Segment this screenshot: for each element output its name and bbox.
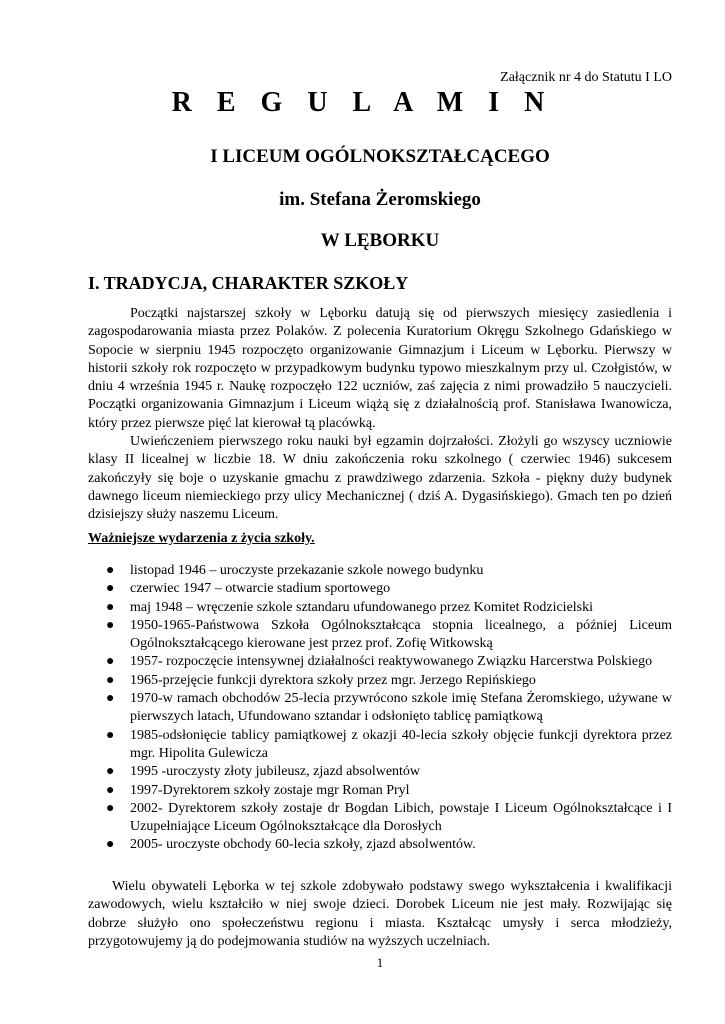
list-item: [106, 672, 672, 690]
list-item-text: 2005- uroczyste obchody 60-lecia szkoły, zjazd absolwentów.: [130, 837, 476, 853]
list-item-text: 2002- Dyrektorem szkoły zostaje dr Bogdan Libich, powstaje I Liceum Ogólnokształcące i I Uzupełniające Liceum Ogólnokształcące dla Dorosłych: [130, 800, 672, 835]
list-item: [106, 617, 672, 654]
bullet-icon: ●: [106, 617, 115, 633]
list-item: [106, 836, 672, 854]
list-item-text: czerwiec 1947 – otwarcie stadium sportowego: [130, 581, 391, 597]
bullet-icon: ●: [106, 672, 115, 688]
bullet-icon: ●: [106, 654, 115, 670]
bullet-icon: ●: [106, 837, 115, 853]
page-number: 1: [376, 955, 384, 970]
bullet-icon: ●: [106, 581, 115, 597]
paragraph: Początki najstarszej szkoły w Lęborku datują się od pierwszych miesięcy zasiedlenia i zagospodarowania miasta przez Polaków. Z polecenia Kuratorium Okręgu Szkolnego Gdańskiego w Sopocie w sierpniu 1945 rozpoczęto organizowanie Gimnazjum i Liceum w Lęborku. Pierwszy w historii szkoły rok rozpoczęto w przypadkowym budynku typowo mieszkalnym przy ul. Czołgistów, w dniu 4 września 1945 r. Naukę rozpoczęło 122 uczniów, zaś zajęcia z nimi prowadziło 5 nauczycieli. Początki organizowania Gimnazjum i Liceum wiążą się z działalnością prof. Stanisława Iwanowicza, który przez pierwsze pięć lat kierował tą placówką.: [88, 306, 672, 431]
attachment-note: Załącznik nr 4 do Statutu I LO: [500, 70, 672, 85]
list-item: [106, 800, 672, 837]
list-item: [106, 562, 672, 580]
list-item-text: 1995 -uroczysty złoty jubileusz, zjazd absolwentów: [130, 764, 421, 780]
list-item-text: 1970-w ramach obchodów 25-lecia przywrócono szkole imię Stefana Żeromskiego, używane w pierwszych latach, Ufundowano sztandar i odsłonięto tablicę pamiątkową: [130, 691, 672, 725]
list-item: [106, 727, 672, 764]
list-item-text: 1997-Dyrektorem szkoły zostaje mgr Roman Pryl: [130, 782, 410, 798]
list-item-text: listopad 1946 – uroczyste przekazanie szkole nowego budynku: [130, 563, 484, 578]
events-list: [106, 562, 672, 855]
list-item: [106, 763, 672, 781]
document-title: R E G U L A M I N: [171, 87, 554, 118]
closing-paragraph: Wielu obywateli Lęborka w tej szkole zdobywało podstawy swego wykształcenia i kwalifikacji zawodowych, wielu kształciło w niej swoje dzieci. Dorobek Liceum nie jest mały. Rozwijając się dobrze służyło ono społeczeństwu regionu i miasta. Kształcąc umysły i serca młodzieży, przygotowujemy ją do podejmowania studiów na wyższych uczelniach.: [88, 879, 672, 949]
bullet-icon: ●: [106, 691, 115, 707]
list-item: [106, 599, 672, 617]
list-item: [106, 690, 672, 727]
section-heading: I. TRADYCJA, CHARAKTER SZKOŁY: [88, 273, 409, 293]
paragraph: Uwieńczeniem pierwszego roku nauki był egzamin dojrzałości. Złożyli go wszyscy uczniowie klasy II licealnej w liczbie 18. W dniu zakończenia roku szkolnego ( czerwiec 1946) sukcesem zakończyły się boje o uzyskanie gmachu z prawdziwego zdarzenia. Szkoła - piękny duży budynek dawnego liceum niemieckiego przy ulicy Mechanicznej ( dziś A. Dygasińskiego). Gmach ten po dzień dzisiejszy służy naszemu Liceum.: [88, 434, 672, 523]
bullet-icon: ●: [106, 563, 115, 578]
list-item-text: maj 1948 – wręczenie szkole sztandaru ufundowanego przez Komitet Rodzicielski: [130, 599, 594, 615]
school-location: W LĘBORKU: [320, 230, 440, 251]
list-item-text: 1957- rozpoczęcie intensywnej działalności reaktywowanego Związku Harcerstwa Polskiego: [130, 654, 653, 670]
bullet-icon: ●: [106, 727, 115, 743]
bullet-icon: ●: [106, 599, 115, 615]
school-patron: im. Stefana Żeromskiego: [279, 189, 481, 210]
list-item-text: 1950-1965-Państwowa Szkoła Ogólnokształcąca stopnia licealnego, a później Liceum Ogólnokształcącego kierowane jest przez prof. Zofię Witkowską: [130, 617, 672, 652]
list-item-text: 1985-odsłonięcie tablicy pamiątkowej z okazji 40-lecia szkoły objęcie funkcji dyrektora przez mgr. Hipolita Gulewicza: [130, 727, 672, 761]
bullet-icon: ●: [106, 782, 115, 798]
school-name: I LICEUM OGÓLNOKSZTAŁCĄCEGO: [210, 146, 550, 167]
bullet-icon: ●: [106, 800, 115, 816]
events-heading: Ważniejsze wydarzenia z życia szkoły.: [88, 531, 315, 546]
intro-text: [88, 305, 672, 525]
list-item: [106, 782, 672, 800]
list-item: [106, 653, 672, 671]
bullet-icon: ●: [106, 764, 115, 780]
list-item-text: 1965-przejęcie funkcji dyrektora szkoły przez mgr. Jerzego Repińskiego: [130, 672, 536, 688]
list-item: [106, 580, 672, 598]
